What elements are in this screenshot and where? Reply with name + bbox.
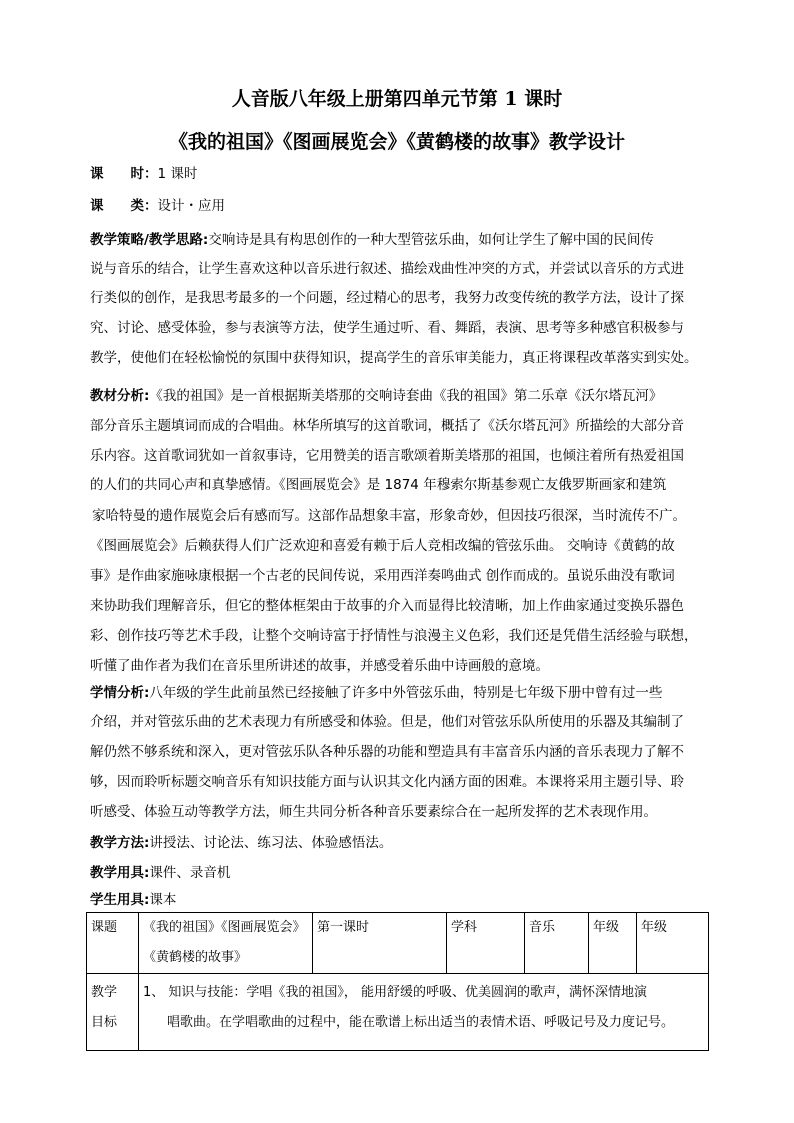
grade-value-cell — [637, 913, 709, 974]
goals-content-cell — [139, 974, 709, 1051]
subject-label: 学科 — [451, 920, 478, 935]
strategy-line: 教学，使他们在轻松愉悦的氛围中获得知识，提高学生的音乐审美能力，真正将课程改革落实到实处。 — [90, 350, 698, 366]
methods-row — [90, 827, 710, 859]
goals-label-line: 教学 — [91, 985, 118, 1000]
methods-label: 教学方法: — [90, 835, 150, 851]
grade-label: 年级 — [593, 920, 620, 935]
tools-label: 教学用具: — [90, 865, 150, 881]
grade-label-cell — [589, 913, 637, 974]
analysis-line: 部分音乐主题填词而成的合唱曲。林华所填写的这首歌词，概括了《沃尔塔瓦河》所描绘的大部分音 — [90, 418, 684, 434]
goals-label-line: 目标 — [91, 1015, 118, 1030]
analysis-line: 彩、创作技巧等艺术手段，让整个交响诗富于抒情性与浪漫主义色彩，我们还是凭借生活经验与联想， — [90, 628, 698, 644]
class-hours-label: 课 时： — [90, 166, 158, 182]
analysis-line — [90, 380, 710, 412]
strategy-line: 究、讨论、感受体验，参与表演等方法，使学生通过听、看、舞蹈，表演、思考等多种感官积极参与 — [90, 320, 684, 336]
class-type-row — [90, 190, 710, 222]
class-type-value: 设计・应用 — [157, 198, 225, 214]
topic-value-cell — [139, 913, 313, 974]
analysis-line: 来协助我们理解音乐，但它的整体框架由于故事的介入而显得比较清晰，加上作曲家通过变换乐器色 — [90, 598, 684, 614]
strategy-line: 行类似的创作，是我思考最多的一个问题，经过精心的思考，我努力改变传统的教学方法，设计了探 — [90, 290, 684, 306]
subject-label-cell — [447, 913, 525, 974]
student-tools-label: 学生用具: — [90, 892, 150, 908]
learner-line: 够，因而聆听标题交响音乐有知识技能方面与认识其文化内涵方面的困难。本课将采用主题引导、聆 — [90, 774, 684, 790]
learner-line: 听感受、体验互动等教学方法，师生共同分析各种音乐要素综合在一起所发挥的艺术表现作用。 — [90, 804, 657, 820]
analysis-line: 家哈特曼的遗作展览会后有感而写。这部作品想象丰富，形象奇妙，但因技巧很深，当时流传不广。 — [92, 508, 686, 524]
learner-line: 解仍然不够系统和深入，更对管弦乐队各种乐器的功能和塑造具有丰富音乐内涵的音乐表现力了解不 — [90, 744, 684, 760]
topic-label: 课题 — [91, 920, 118, 935]
grade-value: 年级 — [641, 920, 668, 935]
class-type-label: 课 类： — [90, 198, 158, 214]
analysis-line: 乐内容。这首歌词犹如一首叙事诗，它用赞美的语言歌颂着斯美塔那的祖国，也倾注着所有热爱祖国 — [90, 448, 684, 464]
analysis-line: 的人们的共同心声和真挚感情。《图画展览会》是 1874 年穆索尔斯基参观亡友俄罗斯画家和建筑 — [90, 477, 667, 493]
doc-title-line1: 人音版八年级上册第四单元节第 1 课时 — [231, 88, 563, 110]
analysis-line: 《图画展览会》后赖获得人们广泛欢迎和喜爱有赖于后人竞相改编的管弦乐曲。 交响诗《黄鹤的故 — [90, 538, 675, 554]
tools-value: 课件、录音机 — [149, 865, 231, 881]
strategy-line: 说与音乐的结合，让学生喜欢这种以音乐进行叙述、描绘戏曲性冲突的方式，并尝试以音乐的方式进 — [90, 261, 684, 277]
subject-value: 音乐 — [529, 920, 556, 935]
analysis-label: 教材分析: — [90, 388, 150, 404]
learner-label: 学情分析: — [90, 685, 150, 701]
goals-label-cell — [87, 974, 139, 1051]
class-hours-value: 1 课时 — [157, 166, 198, 182]
table-goals-row — [87, 974, 709, 1051]
subject-value-cell — [525, 913, 589, 974]
topic-label-cell — [87, 913, 139, 974]
goals-line: 唱歌曲。在学唱歌曲的过程中，能在歌谱上标出适当的表情术语、呼吸记号及力度记号。 — [167, 1015, 675, 1030]
strategy-line — [90, 224, 710, 256]
doc-title-line2: 《我的祖国》《图画展览会》《黄鹤楼的故事》教学设计 — [168, 131, 625, 153]
period-cell — [313, 913, 447, 974]
class-hours-row — [90, 158, 710, 190]
strategy-label: 教学策略/教学思路: — [90, 232, 209, 248]
lesson-plan-table — [86, 912, 709, 1051]
table-header-row — [87, 913, 709, 974]
student-tools-value: 课本 — [149, 892, 177, 908]
period-value: 第一课时 — [317, 920, 370, 935]
learner-line: 介绍，并对管弦乐曲的艺术表现力有所感受和体验。但是，他们对管弦乐队所使用的乐器及其编制了 — [90, 714, 684, 730]
topic-value-line: 《黄鹤楼的故事》 — [143, 950, 248, 965]
analysis-text: 《我的祖国》是一首根据斯美塔那的交响诗套曲《我的祖国》第二乐章《沃尔塔瓦河》 — [149, 388, 663, 404]
analysis-line: 事》是作曲家施咏康根据一个古老的民间传说，采用西洋奏鸣曲式 创作而成的。虽说乐曲没有歌词 — [90, 568, 675, 584]
topic-value-line: 《我的祖国》《图画展览会》 — [143, 920, 306, 935]
methods-value: 讲授法、讨论法、练习法、体验感悟法。 — [149, 835, 393, 851]
strategy-text: 交响诗是具有构思创作的一种大型管弦乐曲，如何让学生了解中国的民间传 — [208, 232, 654, 248]
learner-line — [90, 677, 710, 709]
goals-line: 1、 知识与技能：学唱《我的祖国》， 能用舒缓的呼吸、优美圆润的歌声，满怀深情地演 — [143, 985, 648, 1000]
learner-text: 八年级的学生此前虽然已经接触了许多中外管弦乐曲，特别是七年级下册中曾有过一些 — [149, 685, 663, 701]
analysis-line: 听懂了曲作者为我们在音乐里所讲述的故事，并感受着乐曲中诗画般的意境。 — [90, 658, 549, 674]
